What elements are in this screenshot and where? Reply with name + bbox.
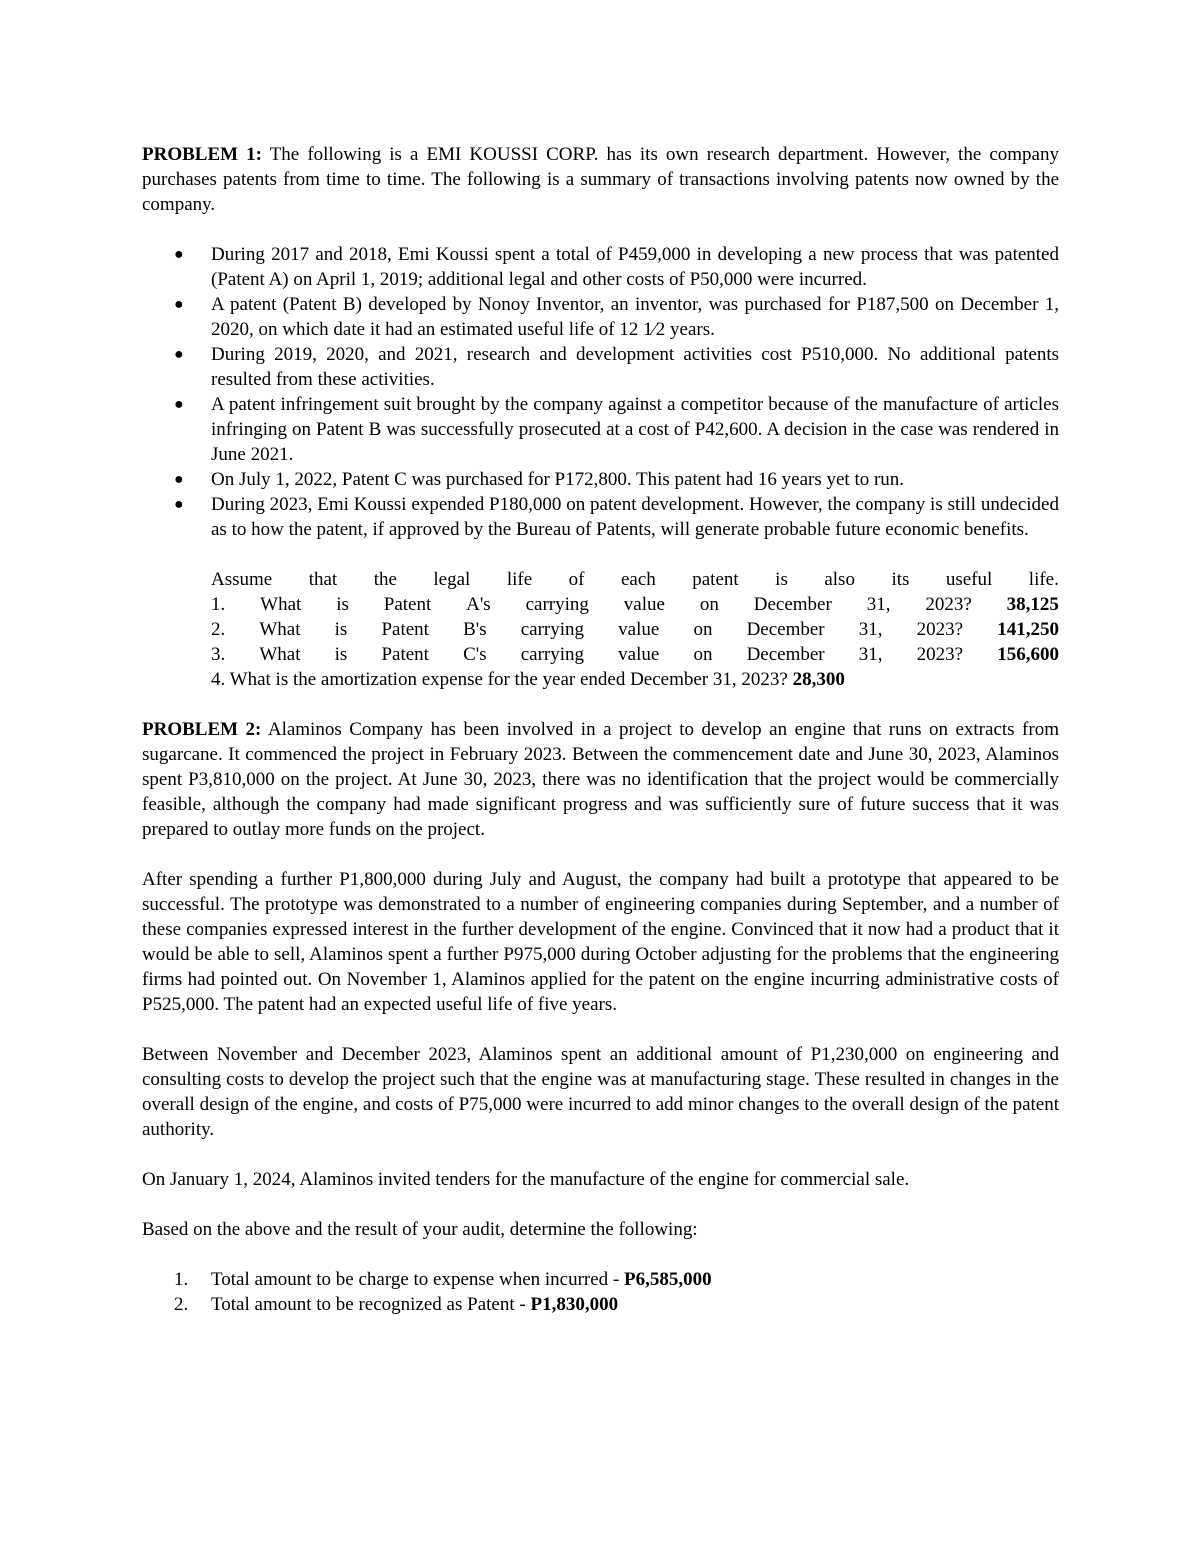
word: 31, [858, 644, 883, 665]
word: 2023? [916, 644, 964, 665]
word: is [334, 619, 348, 640]
word: on [693, 619, 713, 640]
word: is [775, 569, 788, 590]
list-item [142, 492, 1059, 542]
word: What [260, 594, 302, 615]
spacer [142, 217, 1059, 242]
word: carrying [520, 644, 585, 665]
bullet-icon: ● [174, 496, 184, 513]
answer-value: 141,250 [997, 619, 1059, 640]
word: also [824, 569, 855, 590]
answer-text: Total amount to be recognized as Patent - [211, 1294, 531, 1315]
spacer [142, 1017, 1059, 1042]
word: on [699, 594, 719, 615]
word: is [336, 594, 349, 615]
word: What [259, 619, 301, 640]
list-item [142, 1267, 1059, 1292]
word: legal [433, 569, 471, 590]
word: 1. [211, 594, 226, 615]
spacer [142, 692, 1059, 717]
word: life [506, 569, 533, 590]
problem1-heading: PROBLEM 1: [142, 144, 262, 165]
word: value [618, 619, 660, 640]
word: Assume [211, 569, 273, 590]
answer-value: 156,600 [997, 644, 1059, 665]
problem2-intro: Alaminos Company has been involved in a project to develop an engine that runs on extracts from sugarcane. It commenced the project in February 2023. Between the commencement date and June 30, 2023, Alaminos spent P3,810,000 on the project. At June 30, 2023, there was no identification that the project would be commercially feasible, although the company had made significant progress and was sufficiently sure of future success that it was prepared to outlay more funds on the project. [142, 719, 1059, 840]
problem2-heading: PROBLEM 2: [142, 719, 262, 740]
word: B's [463, 619, 487, 640]
problem2-paragraph: Between November and December 2023, Alaminos spent an additional amount of P1,230,000 on engineering and consulting costs to develop the project such that the engine was at manufacturing stage. These resulted in changes in the overall design of the engine, and costs of P75,000 were incurred to add minor changes to the overall design of the patent authority. [142, 1044, 1059, 1140]
word: 31, [858, 619, 883, 640]
word: Patent [381, 619, 429, 640]
answer-value: 28,300 [792, 669, 845, 690]
spacer [142, 1142, 1059, 1167]
problem1-intro: The following is a EMI KOUSSI CORP. has its own research department. However, the company purchases patents from time to time. The following is a summary of transactions involving patents now owned by the company. [142, 144, 1059, 215]
word: 2023? [925, 594, 972, 615]
word: 2. [211, 619, 226, 640]
problem2-paragraph: Based on the above and the result of your audit, determine the following: [142, 1219, 698, 1240]
bullet-icon: ● [174, 346, 184, 363]
word: its [891, 569, 910, 590]
word: is [334, 644, 348, 665]
list-number: 1. [174, 1269, 189, 1290]
word: on [693, 644, 713, 665]
spacer [142, 1192, 1059, 1217]
list-number: 2. [174, 1294, 189, 1315]
list-item [142, 467, 1059, 492]
bullet-icon: ● [174, 471, 184, 488]
word: Patent [381, 644, 429, 665]
word: that [308, 569, 338, 590]
word: value [618, 644, 660, 665]
word: 2023? [916, 619, 964, 640]
bullet-text: A patent (Patent B) developed by Nonoy Inventor, an inventor, was purchased for P187,500 on December 1, 2020, on which date it had an estimated useful life of 12 1⁄2 years. [211, 294, 1059, 340]
word: C's [463, 644, 487, 665]
word: A's [466, 594, 491, 615]
answer-value: 38,125 [1006, 594, 1059, 615]
list-item [142, 342, 1059, 392]
word: the [373, 569, 397, 590]
word: patent [692, 569, 739, 590]
spacer [142, 1242, 1059, 1267]
question-text: 4. What is the amortization expense for the year ended December 31, 2023? [211, 669, 788, 690]
assumption-line [211, 567, 1059, 592]
question-1 [211, 592, 1059, 617]
list-item [142, 1292, 1059, 1317]
problem1-bullet-list [142, 242, 1059, 542]
word: December [753, 594, 832, 615]
word: useful [945, 569, 993, 590]
problem1-intro-paragraph [142, 142, 1059, 217]
problem1-questions [142, 567, 1059, 692]
answer-text: Total amount to be charge to expense when incurred - [211, 1269, 625, 1290]
list-item [142, 392, 1059, 467]
bullet-text: During 2023, Emi Koussi expended P180,000 on patent development. However, the company is still undecided as to how the patent, if approved by the Bureau of Patents, will generate probable future economic benefits. [211, 494, 1059, 540]
bullet-text: During 2019, 2020, and 2021, research and development activities cost P510,000. No additional patents resulted from these activities. [211, 344, 1059, 390]
word: December [746, 619, 825, 640]
word: December [746, 644, 825, 665]
bullet-text: During 2017 and 2018, Emi Koussi spent a total of P459,000 in developing a new process that was patented (Patent A) on April 1, 2019; additional legal and other costs of P50,000 were incurred. [211, 244, 1059, 290]
bullet-text: On July 1, 2022, Patent C was purchased for P172,800. This patent had 16 years yet to run. [211, 469, 905, 490]
word: of [568, 569, 585, 590]
word: life. [1028, 569, 1059, 590]
spacer [142, 842, 1059, 867]
problem2-paragraph: After spending a further P1,800,000 during July and August, the company had built a prototype that appeared to be successful. The prototype was demonstrated to a number of engineering companies during September, and a number of these companies expressed interest in the further development of the engine. Convinced that it now had a product that it would be able to sell, Alaminos spent a further P975,000 during October adjusting for the problems that the engineering firms had pointed out. On November 1, Alaminos applied for the patent on the engine incurring administrative costs of P525,000. The patent had an expected useful life of five years. [142, 869, 1059, 1015]
answer-value: P6,585,000 [624, 1269, 712, 1290]
question-3 [211, 642, 1059, 667]
question-2 [211, 617, 1059, 642]
bullet-icon: ● [174, 396, 184, 413]
problem2-intro-paragraph [142, 717, 1059, 842]
bullet-icon: ● [174, 296, 184, 313]
word: value [623, 594, 665, 615]
list-item [142, 242, 1059, 292]
problem2-paragraph: On January 1, 2024, Alaminos invited tenders for the manufacture of the engine for commercial sale. [142, 1169, 910, 1190]
answer-value: P1,830,000 [530, 1294, 619, 1315]
bullet-text: A patent infringement suit brought by the company against a competitor because of the manufacture of articles infringing on Patent B was successfully prosecuted at a cost of P42,600. A decision in the case was rendered in June 2021. [211, 394, 1059, 465]
question-4 [211, 667, 1059, 692]
spacer [142, 542, 1059, 567]
word: What [259, 644, 301, 665]
problem2-answer-list [142, 1267, 1059, 1317]
document-page [142, 142, 1059, 1317]
list-item [142, 292, 1059, 342]
bullet-icon: ● [174, 246, 184, 263]
word: Patent [383, 594, 432, 615]
word: carrying [520, 619, 585, 640]
word: each [620, 569, 656, 590]
word: 3. [211, 644, 226, 665]
word: carrying [525, 594, 589, 615]
word: 31, [866, 594, 891, 615]
